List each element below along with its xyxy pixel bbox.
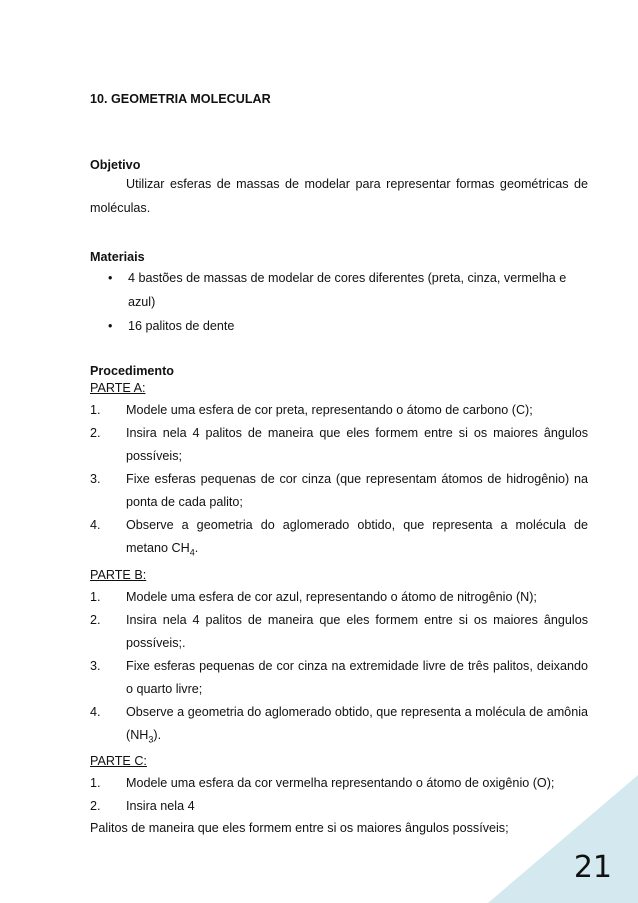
bullet-icon: • (108, 271, 113, 285)
procedimento-heading: Procedimento (90, 364, 174, 378)
materiais-heading: Materiais (90, 250, 145, 264)
step-number: 2. (90, 799, 101, 814)
step-number: 4. (90, 704, 101, 719)
step-text: Fixe esferas pequenas de cor cinza (que representam átomos de hidrogênio) na ponta de cada palito; (126, 472, 588, 509)
step-item (90, 586, 588, 609)
step-text: Insira nela 4 (126, 799, 195, 814)
step-item (90, 399, 588, 422)
step-item (90, 514, 588, 565)
step-item (90, 609, 588, 655)
page-number: 21 (573, 850, 612, 885)
step-item (90, 701, 588, 752)
step-text-end: . (194, 541, 199, 555)
step-number: 3. (90, 658, 101, 673)
step-text (126, 514, 588, 565)
step-text-main: Observe a geometria do aglomerado obtido, que representa a molécula de metano CH (126, 518, 588, 555)
step-number: 1. (90, 776, 101, 791)
page-content (90, 92, 588, 839)
procedimento-section (90, 364, 588, 839)
materiais-section (90, 250, 588, 338)
objetivo-heading: Objetivo (90, 158, 141, 172)
step-text (126, 701, 588, 752)
step-number: 4. (90, 518, 101, 532)
objetivo-section (90, 158, 588, 220)
list-item (90, 314, 588, 338)
step-text: Modele uma esfera de cor azul, representando o átomo de nitrogênio (N); (126, 589, 537, 604)
step-text: Insira nela 4 palitos de maneira que eles formem entre si os maiores ângulos possíveis; (126, 426, 588, 463)
bullet-icon: • (108, 319, 113, 333)
parte-b-label: PARTE B: (90, 567, 147, 582)
step-item (90, 655, 588, 701)
objetivo-text: Utilizar esferas de massas de modelar para representar formas geométricas de moléculas. (90, 177, 588, 215)
step-continuation: Palitos de maneira que eles formem entre si os maiores ângulos possíveis; (90, 821, 509, 836)
step-number: 2. (90, 426, 101, 440)
subscript: 4 (189, 547, 195, 558)
section-title: 10. GEOMETRIA MOLECULAR (90, 92, 271, 106)
step-number: 2. (90, 612, 101, 627)
step-text: Modele uma esfera da cor vermelha representando o átomo de oxigênio (O); (126, 776, 555, 791)
step-number: 3. (90, 472, 101, 486)
step-text: Modele uma esfera de cor preta, representando o átomo de carbono (C); (126, 403, 533, 417)
step-text-end: ). (153, 727, 162, 742)
step-text-main: Observe a geometria do aglomerado obtido, que representa a molécula de amônia (NH (126, 704, 588, 742)
list-item-text: 4 bastões de massas de modelar de cores diferentes (preta, cinza, vermelha e azul) (128, 271, 567, 309)
list-item (90, 266, 588, 314)
step-number: 1. (90, 589, 101, 604)
corner-decoration (488, 775, 638, 903)
list-item-text: 16 palitos de dente (128, 319, 235, 333)
step-text: Insira nela 4 palitos de maneira que eles formem entre si os maiores ângulos possíveis;. (126, 612, 588, 650)
materiais-list (90, 266, 588, 338)
step-item (90, 422, 588, 468)
parte-c-label: PARTE C: (90, 754, 147, 769)
step-number: 1. (90, 403, 101, 417)
step-item (90, 468, 588, 514)
step-text: Fixe esferas pequenas de cor cinza na extremidade livre de três palitos, deixando o quarto livre; (126, 658, 588, 696)
subscript: 3 (148, 734, 154, 745)
parte-a-label: PARTE A: (90, 381, 146, 395)
